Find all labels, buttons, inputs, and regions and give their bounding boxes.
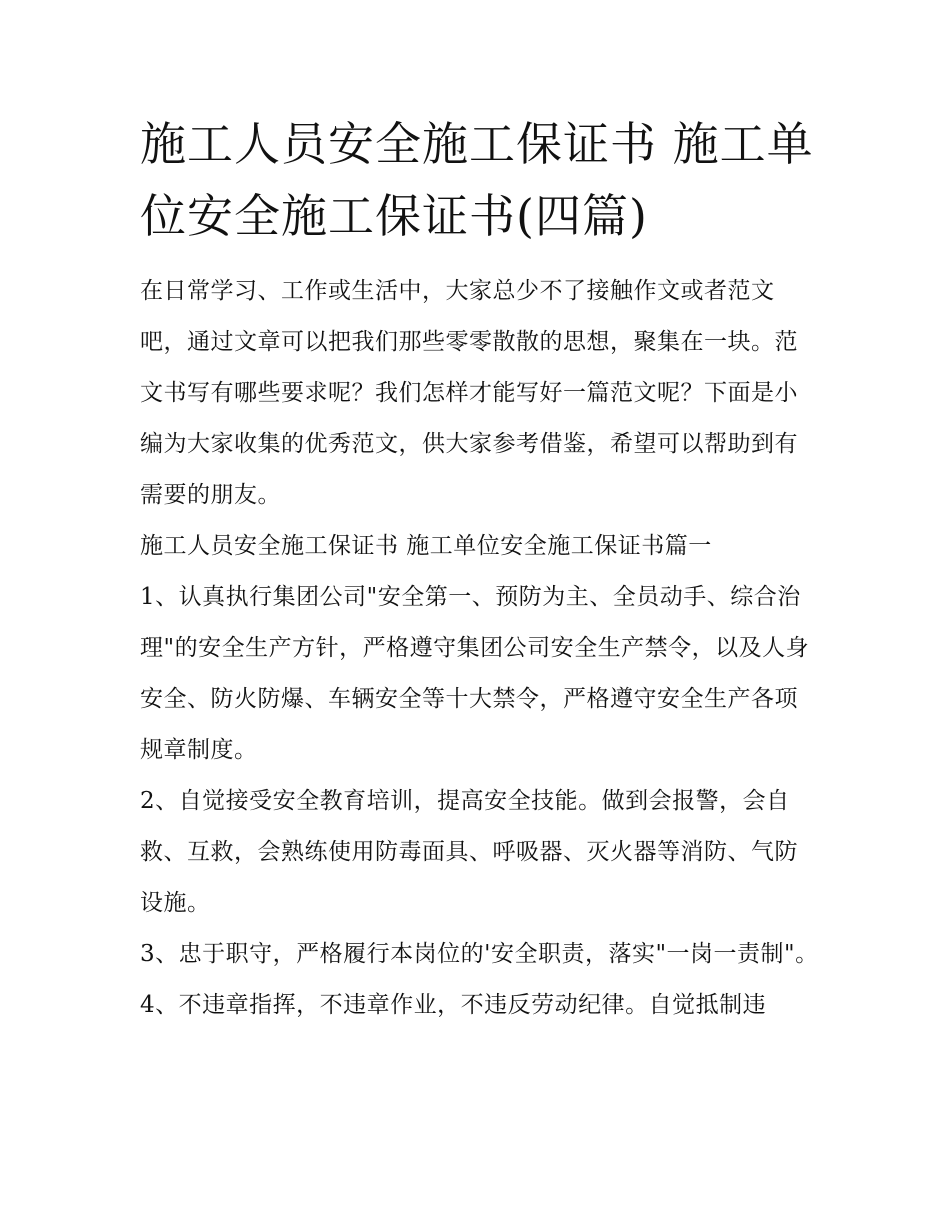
clause-1-paragraph: 1、认真执行集团公司"安全第一、预防为主、全员动手、综合治理"的安全生产方针，严格遵守集团公司安全生产禁令，以及人身安全、防火防爆、车辆安全等十大禁令，严格遵守安全生产各项规章制度。 [140,584,810,763]
intro-paragraph: 在日常学习、工作或生活中，大家总少不了接触作文或者范文吧，通过文章可以把我们那些零零散散的思想，聚集在一块。范文书写有哪些要求呢？我们怎样才能写好一篇范文呢？下面是小编为大家收集的优秀范文，供大家参考借鉴，希望可以帮助到有需要的朋友。 [140,278,798,508]
clause-4-paragraph: 4、不违章指挥，不违章作业，不违反劳动纪律。自觉抵制违 [140,992,767,1018]
document-body [140,108,820,1031]
section-heading: 施工人员安全施工保证书 施工单位安全施工保证书篇一 [140,533,712,559]
document-title: 施工人员安全施工保证书 施工单位安全施工保证书(四篇) [140,117,814,243]
clause-3-paragraph: 3、忠于职守，严格履行本岗位的'安全职责，落实"一岗一责制"。 [140,941,819,967]
clause-2-paragraph: 2、自觉接受安全教育培训，提高安全技能。做到会报警，会自救、互救，会熟练使用防毒面具、呼吸器、灭火器等消防、气防设施。 [140,788,798,916]
